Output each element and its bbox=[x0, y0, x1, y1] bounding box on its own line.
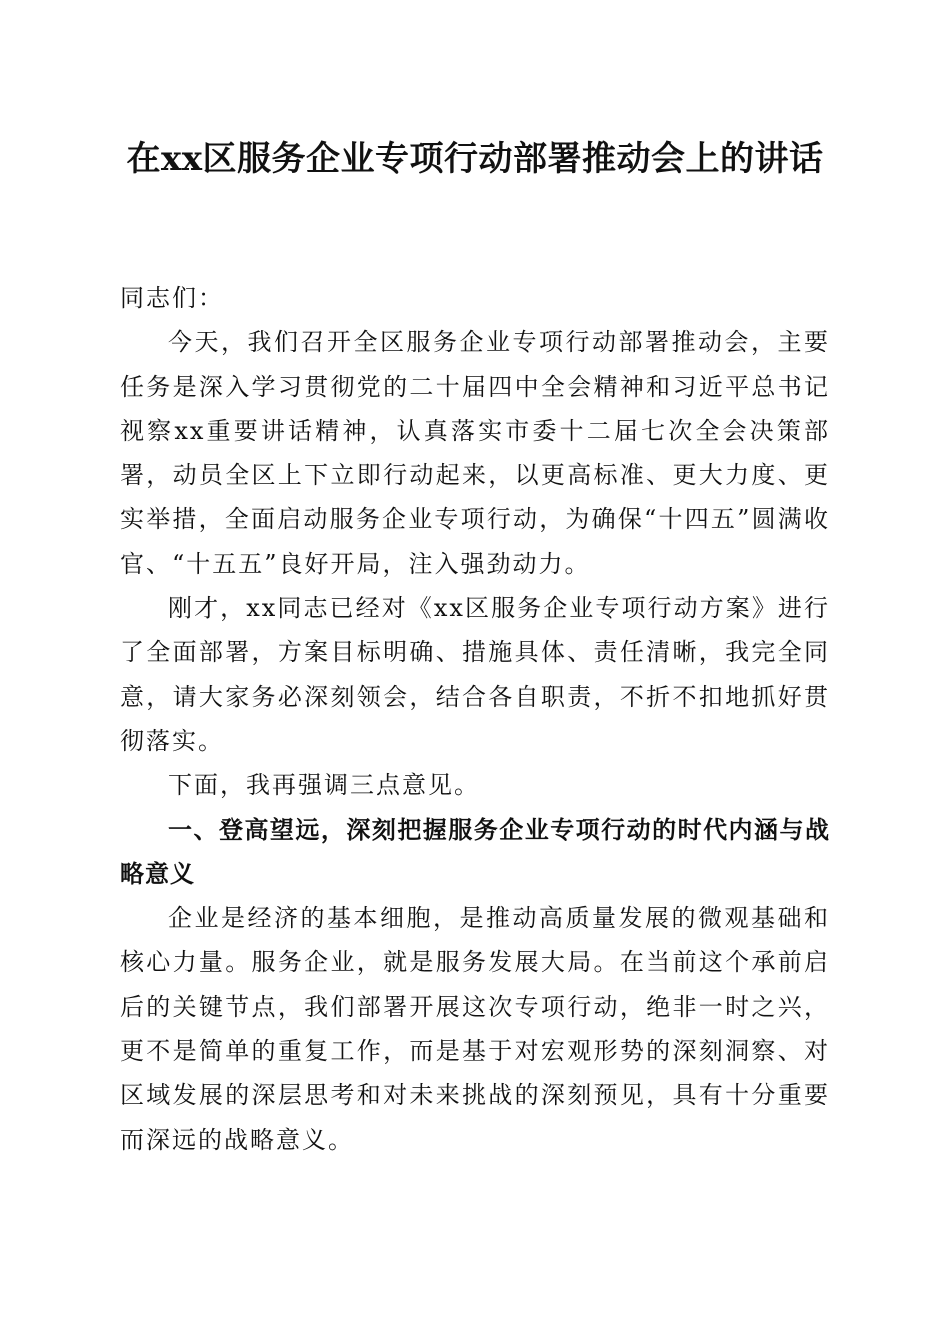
document-body bbox=[120, 276, 830, 1162]
paragraph-opening: 今天，我们召开全区服务企业专项行动部署推动会，主要任务是深入学习贯彻党的二十届四中全会精神和习近平总书记视察xx重要讲话精神，认真落实市委十二届七次全会决策部署，动员全区上下立即行动起来，以更高标准、更大力度、更实举措，全面启动服务企业专项行动，为确保“十四五”圆满收官、“十五五”良好开局，注入强劲动力。 bbox=[120, 328, 830, 578]
section-paragraph: 企业是经济的基本细胞，是推动高质量发展的微观基础和核心力量。服务企业，就是服务发展大局。在当前这个承前启后的关键节点，我们部署开展这次专项行动，绝非一时之兴，更不是简单的重复工作，而是基于对宏观形势的深刻洞察、对区域发展的深层思考和对未来挑战的深刻预见，具有十分重要而深远的战略意义。 bbox=[120, 904, 830, 1154]
section-heading: 一、登高望远，深刻把握服务企业专项行动的时代内涵与战略意义 bbox=[120, 815, 830, 888]
document-title: 在xx区服务企业专项行动部署推动会上的讲话 bbox=[126, 139, 824, 179]
salutation: 同志们： bbox=[120, 284, 224, 312]
paragraph-three-points: 下面，我再强调三点意见。 bbox=[168, 771, 480, 800]
paragraph-plan-deployment: 刚才，xx同志已经对《xx区服务企业专项行动方案》进行了全面部署，方案目标明确、措施具体、责任清晰，我完全同意，请大家务必深刻领会，结合各自职责，不折不扣地抓好贯彻落实。 bbox=[120, 594, 830, 755]
